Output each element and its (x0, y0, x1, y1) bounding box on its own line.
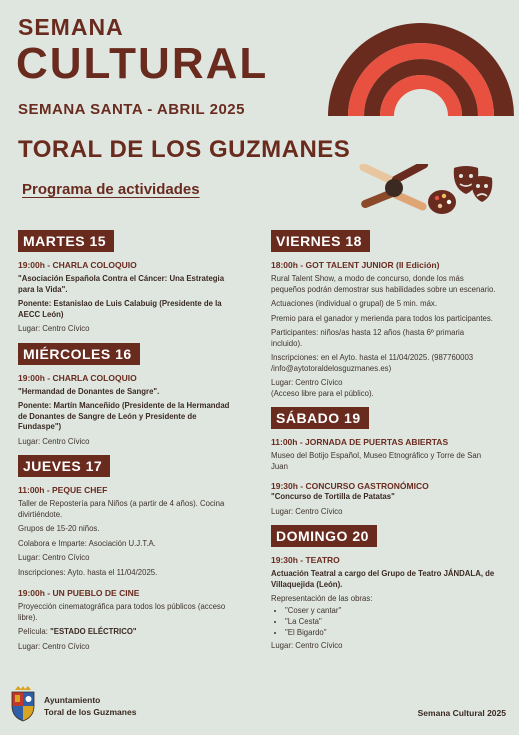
event-registration: Inscripciones: Ayto. hasta el 11/04/2025. (18, 567, 158, 577)
list-item: • "La Cesta" (285, 617, 497, 628)
event-description: "Concurso de Tortilla de Patatas" (271, 492, 395, 502)
list-item: • "El Bigardo" (285, 628, 497, 639)
day-badge: MIÉRCOLES 16 (18, 343, 140, 365)
event-registration: Inscripciones: en el Ayto. hasta el 11/04/2025. (987760003 /info@aytotoraldelosguzmanes.es) (271, 353, 474, 373)
event-description: Actuación Teatral a cargo del Grupo de Teatro JÁNDALA, de Villaquejida (León). (271, 569, 495, 589)
plays-list (271, 606, 497, 639)
footer-event-name: Semana Cultural 2025 (417, 708, 506, 718)
town-name: TORAL DE LOS GUZMANES (18, 136, 351, 163)
film-title: "ESTADO ELÉCTRICO" (50, 627, 137, 637)
day-viernes (271, 230, 497, 399)
event-location: Lugar: Centro Cívico (18, 436, 90, 446)
event-title: 19:00h - CHARLA COLOQUIO (18, 260, 137, 270)
event-location: Lugar: Centro Cívico (18, 324, 90, 334)
event-location: Lugar: Centro Cívico (271, 378, 343, 388)
event-prize: Premio para el ganador y merienda para todos los participantes. (271, 313, 493, 323)
event-plays-intro: Representación de las obras: (271, 594, 373, 604)
event-groups: Grupos de 15-20 niños. (18, 524, 100, 534)
event-title: 19:30h - CONCURSO GASTRONÓMICO (271, 481, 429, 492)
list-item: • "Coser y cantar" (285, 606, 497, 617)
day-badge: JUEVES 17 (18, 455, 110, 477)
day-badge: VIERNES 18 (271, 230, 370, 252)
event-description: Rural Talent Show, a modo de concurso, donde los más pequeños podrán demostrar sus habilidades sobre un escenario. (271, 274, 496, 294)
program-left-column (18, 230, 240, 660)
day-badge: MARTES 15 (18, 230, 114, 252)
municipality-name (44, 695, 136, 719)
joined-hands-icon (358, 164, 429, 212)
day-badge: SÁBADO 19 (271, 407, 369, 429)
event-participants: Participantes: niños/as hasta 12 años (hasta 6º primaria incluido). (271, 328, 465, 348)
event-title: 11:00h - PEQUE CHEF (18, 485, 108, 496)
hands-and-theatre-masks-illustration (354, 164, 494, 222)
event-title: 19:00h - UN PUEBLO DE CINE (18, 588, 140, 599)
theatre-masks-icon (454, 166, 493, 202)
event-location: Lugar: Centro Cívico (18, 553, 90, 563)
event-title: 11:00h - JORNADA DE PUERTAS ABIERTAS (271, 437, 449, 448)
day-sabado (271, 407, 497, 517)
event-title: 19:30h - TEATRO (271, 555, 340, 566)
day-martes (18, 230, 240, 335)
event-format: Actuaciones (individual o grupal) de 5 min. máx. (271, 299, 437, 309)
coat-of-arms-icon (10, 686, 36, 722)
event-description: Museo del Botijo Español, Museo Etnográfico y Torre de San Juan (271, 451, 482, 471)
event-speaker: Ponente: Estanislao de Luis Calabuig (Presidente de la AECC León) (18, 299, 222, 319)
day-jueves (18, 455, 240, 652)
title-cultural: CULTURAL (16, 39, 269, 88)
palette-icon (428, 190, 456, 214)
program-heading: Programa de actividades (22, 181, 200, 198)
rainbow-graphic (328, 20, 514, 116)
event-description: "Asociación Española Contra el Cáncer: Una Estrategia para la Vida". (18, 274, 225, 294)
program-right-column (271, 230, 497, 660)
event-title: 18:00h - GOT TALENT JUNIOR (II Edición) (271, 260, 440, 270)
event-description: "Hermandad de Donantes de Sangre". (18, 386, 160, 396)
event-collaborator: Colabora e Imparte: Asociación U.J.T.A. (18, 538, 156, 548)
day-miercoles (18, 343, 240, 448)
event-dates: SEMANA SANTA - ABRIL 2025 (18, 101, 245, 118)
film-label: Película: (18, 627, 51, 637)
event-access: (Acceso libre para el público). (271, 388, 374, 398)
event-location: Lugar: Centro Cívico (18, 641, 90, 651)
event-description: Proyección cinematográfica para todos los públicos (acceso libre). (18, 602, 226, 622)
event-location: Lugar: Centro Cívico (271, 641, 343, 651)
day-domingo (271, 525, 497, 652)
event-description: Taller de Repostería para Niños (a partir de 4 años). Cocina divirtiéndote. (18, 499, 225, 519)
event-location: Lugar: Centro Cívico (271, 506, 343, 516)
municipality-line2: Toral de los Guzmanes (44, 706, 137, 717)
title-semana: SEMANA (18, 14, 124, 40)
event-title: 19:00h - CHARLA COLOQUIO (18, 372, 137, 383)
municipality-line1: Ayuntamiento (44, 695, 101, 705)
day-badge: DOMINGO 20 (271, 525, 377, 547)
event-film (18, 627, 240, 638)
event-speaker: Ponente: Martín Manceñido (Presidente de la Hermandad de Donantes de Sangre de León y Presidente de Fundaspe") (18, 401, 230, 432)
